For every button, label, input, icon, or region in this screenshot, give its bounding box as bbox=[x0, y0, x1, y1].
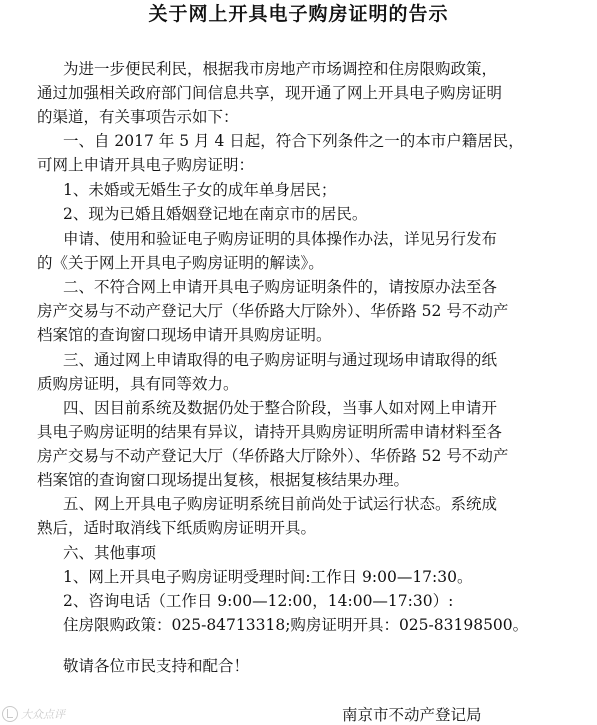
signature-authority: 南京市不动产登记局 bbox=[342, 706, 482, 724]
watermark-text: 大众点评 bbox=[21, 708, 65, 721]
contact-phones: 住房限购政策：025-84713318;购房证明开具：025-83198500。 bbox=[63, 616, 529, 634]
body-line: 通过加强相关政府部门间信息共享，现开通了网上开具电子购房证明 bbox=[37, 84, 503, 102]
list-item: 1、未婚或无婚生子女的成年单身居民； bbox=[63, 181, 337, 199]
list-item: 1、网上开具电子购房证明受理时间:工作日 9:00—17:30。 bbox=[63, 568, 473, 586]
body-line: 档案馆的查询窗口现场申请开具购房证明。 bbox=[37, 326, 332, 344]
body-line: 具电子购房证明的结果有异议，请持开具购房证明所需申请材料至各 bbox=[37, 423, 503, 441]
body-line: 档案馆的查询窗口现场提出复核，根据复核结果办理。 bbox=[37, 471, 410, 489]
body-line: 四、因目前系统及数据仍处于整合阶段，当事人如对网上申请开 bbox=[63, 399, 498, 417]
body-line: 的《关于网上开具电子购房证明的解读》。 bbox=[37, 254, 324, 272]
swirl-logo-icon bbox=[2, 706, 18, 722]
list-item: 2、咨询电话（工作日 9:00—12:00，14:00—17:30）: bbox=[63, 592, 454, 610]
body-line: 房产交易与不动产登记大厅（华侨路大厅除外）、华侨路 52 号不动产 bbox=[37, 447, 509, 465]
body-line: 可网上申请开具电子购房证明： bbox=[37, 156, 255, 174]
body-line: 为进一步便民利民，根据我市房地产市场调控和住房限购政策， bbox=[63, 60, 498, 78]
closing-line: 敬请各位市民支持和配合！ bbox=[63, 657, 250, 675]
body-line: 的渠道，有关事项告示如下： bbox=[37, 108, 239, 126]
body-line: 二、不符合网上申请开具电子购房证明条件的，请按原办法至各 bbox=[63, 278, 498, 296]
body-line: 五、网上开具电子购房证明系统目前尚处于试运行状态。系统成 bbox=[63, 495, 498, 513]
body-line: 一、自 2017 年 5 月 4 日起，符合下列条件之一的本市户籍居民， bbox=[63, 132, 524, 150]
body-line: 申请、使用和验证电子购房证明的具体操作办法，详见另行发布 bbox=[63, 230, 498, 248]
body-line: 质购房证明，具有同等效力。 bbox=[37, 375, 239, 393]
body-line: 房产交易与不动产登记大厅（华侨路大厅除外）、华侨路 52 号不动产 bbox=[37, 302, 509, 320]
page-title: 关于网上开具电子购房证明的告示 bbox=[148, 3, 449, 25]
section-heading: 六、其他事项 bbox=[63, 544, 157, 562]
watermark bbox=[2, 706, 65, 722]
body-line: 三、通过网上申请取得的电子购房证明与通过现场申请取得的纸 bbox=[63, 351, 498, 369]
list-item: 2、现为已婚且婚姻登记地在南京市的居民。 bbox=[63, 205, 368, 223]
body-line: 熟后，适时取消线下纸质购房证明开具。 bbox=[37, 519, 317, 537]
